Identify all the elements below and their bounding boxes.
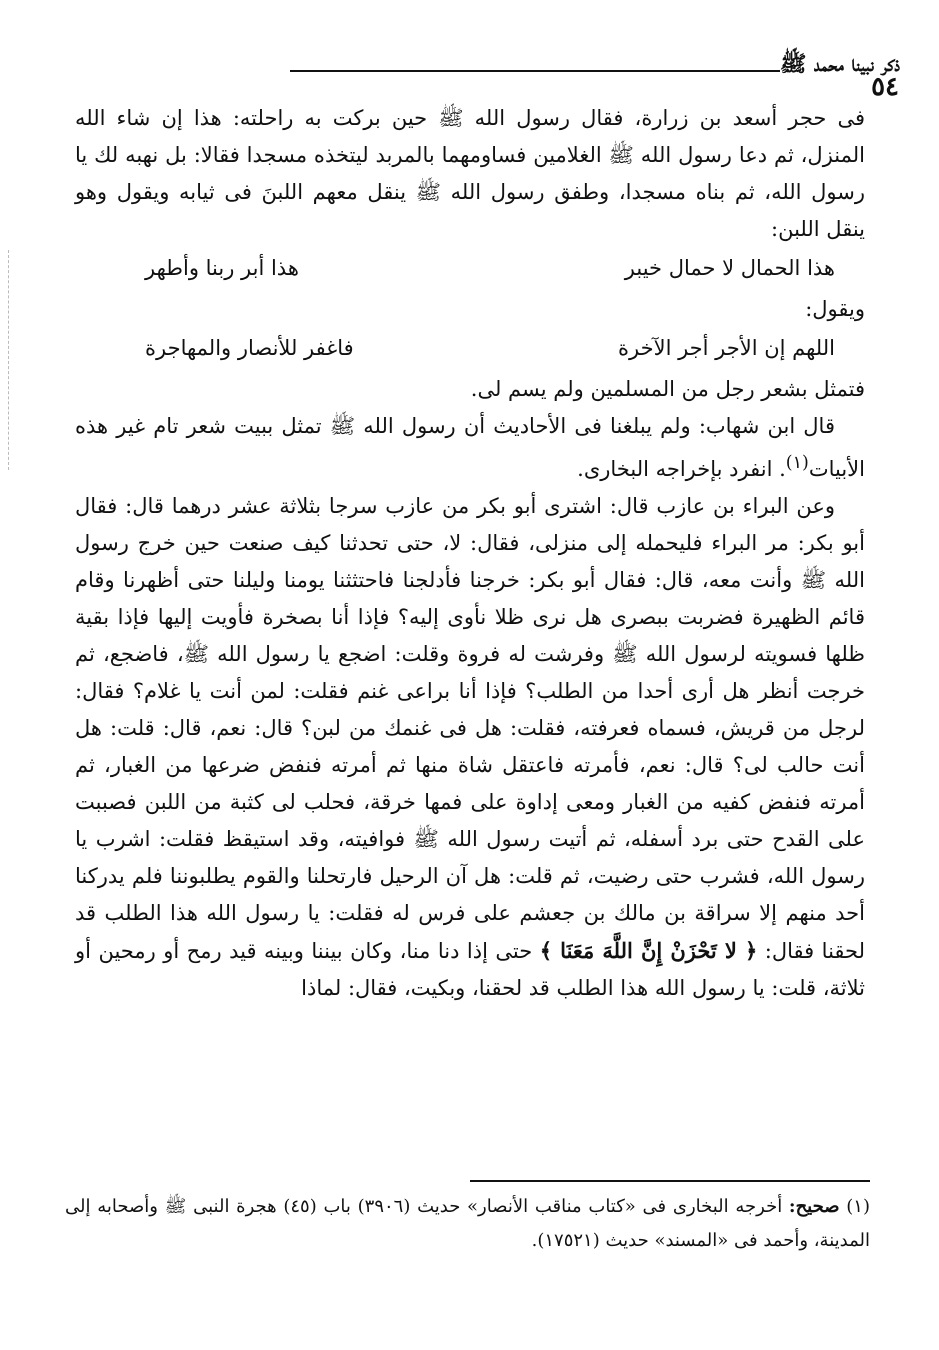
paragraph-2: ويقول: xyxy=(805,297,865,321)
verse-2-hemistich-a: اللهم إن الأجر أجر الآخرة xyxy=(618,336,835,360)
running-header xyxy=(80,44,900,104)
verse-2-hemistich-b: فاغفر للأنصار والمهاجرة xyxy=(145,336,354,360)
paragraph-5-text: وعن البراء بن عازب قال: اشترى أبو بكر من عازب سرجا بثلاثة عشر درهما قال: فقال أبو بكر: مر البراء فليحمله إلى منزلى، فقال: لا، حتى تحدثنا كيف صنعت حين خرج رسول الله ﷺ وأنت معه، قال: فقال أبو بكر: خرجنا فأدلجنا فاحتثثنا يومنا وليلنا حتى أظهرنا وقام قائم الظهيرة فضربت ببصرى هل نرى ظلا نأوى إليه؟ فإذا أنا بصخرة فأويت إليها فإذا بقية ظلها فسويته لرسول الله ﷺ وفرشت له فروة وقلت: اضجع يا رسول الله ﷺ، فاضجع، ثم خرجت أنظر هل أرى أحدا من الطلب؟ فإذا أنا براعى غنم فقلت: لمن أنت يا غلام؟ فقال: لرجل من قريش، فسماه فعرفته، فقلت: هل فى غنمك من لبن؟ قال: نعم، قال: قلت: هل أنت حالب لى؟ قال: نعم، فأمرته فاعتقل شاة منها ثم أمرته فنفض ضرعها من الغبار، ثم أمرته فنفض كفيه من الغبار ومعى إداوة على فمها خرقة، فحلب لى كثبة من اللبن فصببت على القدح حتى برد أسفله، ثم أتيت رسول الله ﷺ فوافيته، وقد استيقظ فقلت: اشرب يا رسول الله، فشرب حتى رضيت، ثم قلت: هل آن الرحيل فارتحلنا والقوم يطلبوننا فلم يدركنا أحد منهم إلا سراقة بن مالك بن جعشم على فرس له فقلت: يا رسول الله هذا الطلب قد لحقنا فقال: xyxy=(75,494,865,963)
chapter-title: ذكر نبينا محمد ﷺ xyxy=(779,51,900,77)
verse-line-2 xyxy=(75,330,865,367)
footnote-separator xyxy=(470,1180,870,1182)
paragraph-5 xyxy=(75,488,865,1007)
quran-quote: ﴿ لا تَحْزَنْ إِنَّ اللَّهَ مَعَنَا ﴾ xyxy=(539,938,758,963)
paragraph-4-end: . انفرد بإخراجه البخارى. xyxy=(577,457,786,481)
footnote-1 xyxy=(65,1190,870,1258)
footnote-number: (١) xyxy=(846,1196,870,1217)
paragraph-4 xyxy=(75,408,865,488)
footnote-reference[interactable]: (١) xyxy=(785,453,809,473)
scan-edge-marks xyxy=(8,250,11,470)
paragraph-1: فى حجر أسعد بن زرارة، فقال رسول الله ﷺ حين بركت به راحلته: هذا إن شاء الله المنزل، ثم دعا رسول الله ﷺ الغلامين فساومهما بالمربد ليتخذه مسجدا فقالا: بل نهبه لك يا رسول الله، ثم بناه مسجدا، وطفق رسول الله ﷺ ينقل معهم اللبنَ فى ثيابه ويقول وهو ينقل اللبن: xyxy=(75,106,865,241)
paragraph-5-end: حتى إذا دنا منا، وكان بيننا وبينه قيد رمح أو رمحين أو ثلاثة، قلت: يا رسول الله هذا الطلب قد لحقنا، وبكيت، فقال: لماذا xyxy=(75,939,865,1000)
verse-line-1 xyxy=(75,250,865,287)
verse-1-hemistich-b: هذا أبر ربنا وأطهر xyxy=(145,256,299,280)
paragraph-3: فتمثل بشعر رجل من المسلمين ولم يسم لى. xyxy=(470,377,865,401)
header-rule xyxy=(290,70,780,72)
footnote-grade: صحيح: xyxy=(788,1196,840,1217)
page-number: ٥٤ xyxy=(871,72,899,102)
main-text xyxy=(75,100,865,1007)
verse-1-hemistich-a: هذا الحمال لا حمال خيبر xyxy=(624,256,835,280)
paragraph-4-text: قال ابن شهاب: ولم يبلغنا فى الأحاديث أن رسول الله ﷺ تمثل ببيت شعر تام غير هذه الأبيات xyxy=(75,414,865,481)
footnote-text: أخرجه البخارى فى «كتاب مناقب الأنصار» حديث (٣٩٠٦) باب (٤٥) هجرة النبى ﷺ وأصحابه إلى المدينة، وأحمد فى «المسند» حديث (١٧٥٢١). xyxy=(65,1196,870,1251)
footnote xyxy=(65,1190,870,1258)
